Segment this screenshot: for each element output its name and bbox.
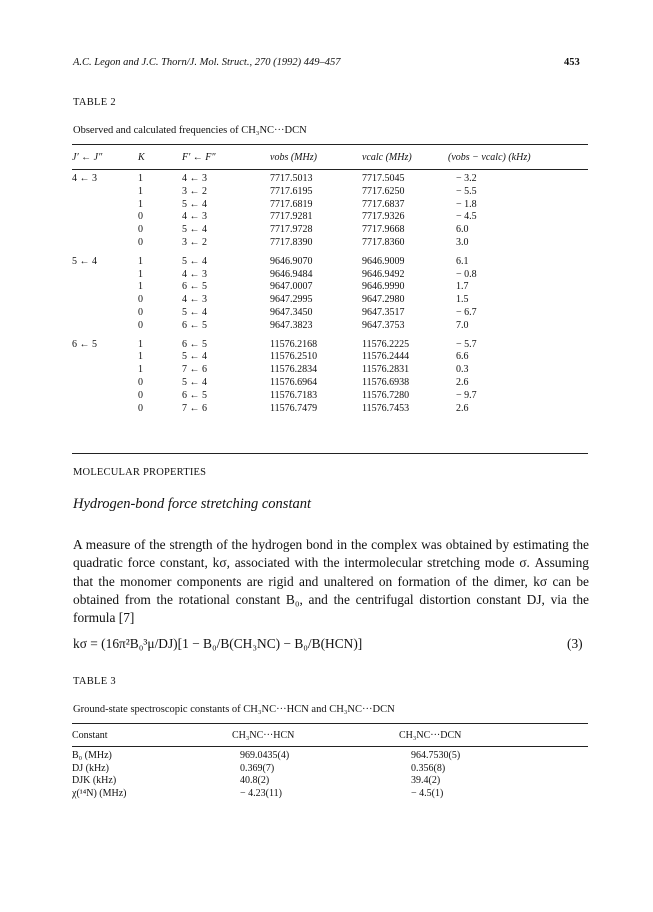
table3-label: TABLE 3 <box>73 676 116 687</box>
table2-cell-f-transition: 6 ← 5 <box>182 338 207 350</box>
table2-cell-deviation: 2.6 <box>456 376 469 388</box>
table2-cell-j-transition <box>72 377 138 390</box>
table2-header-rule <box>72 169 588 170</box>
table2-row <box>72 320 588 333</box>
table2-cell-k-value: 1 <box>138 281 143 293</box>
col-header-constant: Constant <box>72 729 108 741</box>
table2-row <box>72 224 588 237</box>
col-header-nu-calc: νcalc (MHz) <box>362 151 412 163</box>
table2-cell-deviation: − 0.8 <box>456 268 477 280</box>
table3-cell-dcn-value: − 4.5(1) <box>411 787 444 799</box>
table2-cell-deviation: 6.1 <box>456 255 469 267</box>
table2-row <box>72 377 588 390</box>
table2-row <box>72 199 588 212</box>
table3-cell-hcn-value: 40.8(2) <box>240 775 270 786</box>
table2-cell-deviation: 7.0 <box>456 319 469 331</box>
table2-cell-nu-calc: 9646.9990 <box>362 281 405 293</box>
table2-cell-k-value: 1 <box>138 198 143 210</box>
table2-cell-k-value: 0 <box>138 294 143 306</box>
table2-cell-deviation: − 4.5 <box>456 211 477 223</box>
table2-row <box>72 403 588 416</box>
table2-cell-nu-obs: 9647.2995 <box>270 294 313 306</box>
table3-caption: Ground-state spectroscopic constants of CH₃NC···HCN and CH₃NC···DCN <box>73 704 395 715</box>
table2-row <box>72 186 588 199</box>
table3-cell-dcn-value: 39.4(2) <box>411 775 441 786</box>
table2-cell-nu-calc: 11576.2444 <box>362 351 410 363</box>
table2-cell-nu-calc: 7717.8360 <box>362 236 405 248</box>
table2-cell-f-transition: 4 ← 3 <box>182 173 207 184</box>
table2-cell-k-value: 0 <box>138 389 143 401</box>
table2-cell-j-transition <box>72 211 138 224</box>
table2-cell-j-transition <box>72 403 138 416</box>
table2-cell-nu-obs: 9646.9484 <box>270 268 313 280</box>
table2-row <box>72 281 588 294</box>
table2-cell-f-transition: 5 ← 4 <box>182 255 207 267</box>
table2-cell-j-transition <box>72 390 138 403</box>
table2-cell-j-transition <box>72 294 138 307</box>
table2-cell-nu-obs: 7717.6195 <box>270 185 313 197</box>
table2-cell-nu-obs: 11576.2510 <box>270 351 318 363</box>
table2-row <box>72 256 588 269</box>
table2-cell-nu-calc: 11576.6938 <box>362 376 410 388</box>
table2-cell-nu-obs: 7717.8390 <box>270 236 313 248</box>
table2-cell-deviation: − 9.7 <box>456 389 477 401</box>
table3-cell-constant-name: χ(¹⁴N) (MHz) <box>72 787 127 799</box>
table2-cell-deviation: 6.0 <box>456 224 469 236</box>
table2-cell-k-value: 1 <box>138 255 143 267</box>
table2 <box>72 145 588 415</box>
table3-cell-dcn-value: 0.356(8) <box>411 762 446 774</box>
table3-cell-dcn-value: 964.7530(5) <box>411 750 461 761</box>
table2-cell-f-transition: 5 ← 4 <box>182 224 207 236</box>
table2-caption: Observed and calculated frequencies of CH₃NC···DCN <box>73 125 307 136</box>
table2-cell-k-value: 0 <box>138 319 143 331</box>
table3-cell-constant-name: DJK (kHz) <box>72 775 117 786</box>
table3-cell-constant-name: B₀ (MHz) <box>72 750 112 761</box>
table2-cell-j-transition <box>72 364 138 377</box>
table2-cell-f-transition: 4 ← 3 <box>182 268 207 280</box>
table2-cell-j-transition <box>72 351 138 364</box>
table2-cell-nu-calc: 7717.6250 <box>362 185 405 197</box>
table2-cell-nu-calc: 11576.2225 <box>362 338 410 350</box>
table2-cell-f-transition: 5 ← 4 <box>182 306 207 318</box>
table2-row <box>72 173 588 186</box>
table2-cell-nu-calc: 11576.7453 <box>362 402 410 414</box>
table2-cell-nu-calc: 9647.3753 <box>362 319 405 331</box>
table2-cell-nu-calc: 7717.6837 <box>362 198 405 210</box>
table2-cell-nu-obs: 11576.2168 <box>270 338 318 350</box>
table2-cell-j-transition <box>72 237 138 250</box>
table2-cell-deviation: − 3.2 <box>456 173 477 184</box>
table2-cell-k-value: 1 <box>138 173 143 184</box>
table2-cell-nu-calc: 9646.9492 <box>362 268 405 280</box>
table3-cell-hcn-value: 0.369(7) <box>240 762 275 774</box>
table2-cell-j-transition: 6 ← 5 <box>72 338 97 350</box>
table2-cell-f-transition: 6 ← 5 <box>182 281 207 293</box>
table2-cell-nu-obs: 9646.9070 <box>270 255 313 267</box>
table2-cell-k-value: 0 <box>138 376 143 388</box>
table2-cell-f-transition: 5 ← 4 <box>182 376 207 388</box>
table2-cell-deviation: − 6.7 <box>456 306 477 318</box>
table3-cell-constant-name: DJ (kHz) <box>72 762 109 774</box>
table2-row <box>72 237 588 250</box>
table2-cell-nu-obs: 11576.2834 <box>270 364 318 376</box>
table2-cell-k-value: 1 <box>138 351 143 363</box>
table2-cell-k-value: 0 <box>138 402 143 414</box>
table2-cell-deviation: 1.5 <box>456 294 469 306</box>
table2-cell-j-transition: 5 ← 4 <box>72 255 97 267</box>
table2-cell-deviation: 2.6 <box>456 402 469 414</box>
table2-cell-j-transition <box>72 320 138 333</box>
table2-cell-k-value: 1 <box>138 268 143 280</box>
table2-cell-nu-calc: 11576.7280 <box>362 389 410 401</box>
table3 <box>72 724 588 800</box>
table2-cell-k-value: 0 <box>138 211 143 223</box>
table2-cell-nu-obs: 7717.9281 <box>270 211 313 223</box>
table2-cell-deviation: − 1.8 <box>456 198 477 210</box>
table3-cell-hcn-value: 969.0435(4) <box>240 750 290 761</box>
table2-cell-nu-obs: 11576.6964 <box>270 376 318 388</box>
table2-cell-nu-obs: 7717.9728 <box>270 224 313 236</box>
table2-cell-k-value: 1 <box>138 364 143 376</box>
table2-cell-f-transition: 6 ← 5 <box>182 389 207 401</box>
table3-row <box>72 763 588 776</box>
table2-cell-f-transition: 5 ← 4 <box>182 351 207 363</box>
table2-label: TABLE 2 <box>73 97 116 108</box>
table2-cell-f-transition: 5 ← 4 <box>182 198 207 210</box>
col-header-deviation: (νobs − νcalc) (kHz) <box>448 151 531 163</box>
body-paragraph: A measure of the strength of the hydrogen bond in the complex was obtained by estimating the quadratic force constant, kσ, associated with the intermolecular stretching mode σ. Assuming that the monomer components are rigid and unaltered on formation of the dimer, kσ can be obtained from the rotational constant B₀, and the centrifugal distortion constant DJ, via the formula [7] <box>73 537 589 626</box>
col-header-j: J′ ← J″ <box>72 151 103 163</box>
page-number: 453 <box>564 57 580 68</box>
running-header: A.C. Legon and J.C. Thorn/J. Mol. Struct., 270 (1992) 449–457 <box>73 57 341 68</box>
table2-cell-k-value: 1 <box>138 185 143 197</box>
table2-cell-nu-obs: 9647.3450 <box>270 306 313 318</box>
table2-cell-nu-obs: 11576.7183 <box>270 389 318 401</box>
table2-row <box>72 351 588 364</box>
table2-cell-j-transition <box>72 281 138 294</box>
table2-row <box>72 364 588 377</box>
table2-cell-j-transition <box>72 307 138 320</box>
table2-row <box>72 390 588 403</box>
table2-cell-deviation: 3.0 <box>456 236 469 248</box>
table3-row <box>72 775 588 788</box>
table2-cell-f-transition: 4 ← 3 <box>182 294 207 306</box>
table2-cell-nu-calc: 9647.2980 <box>362 294 405 306</box>
table2-cell-nu-obs: 7717.6819 <box>270 198 313 210</box>
col-header-f: F′ ← F″ <box>182 151 216 163</box>
table2-cell-k-value: 0 <box>138 306 143 318</box>
table3-cell-hcn-value: − 4.23(11) <box>240 787 282 799</box>
table2-cell-nu-obs: 9647.3823 <box>270 319 313 331</box>
table2-cell-deviation: 0.3 <box>456 364 469 376</box>
table2-cell-nu-calc: 7717.9668 <box>362 224 405 236</box>
table2-cell-nu-obs: 9647.0007 <box>270 281 313 293</box>
table2-cell-nu-calc: 9647.3517 <box>362 306 405 318</box>
section-title: MOLECULAR PROPERTIES <box>73 467 207 478</box>
table2-cell-deviation: − 5.5 <box>456 185 477 197</box>
table2-cell-nu-calc: 7717.5045 <box>362 173 405 184</box>
table2-cell-f-transition: 7 ← 6 <box>182 402 207 414</box>
table2-cell-j-transition <box>72 186 138 199</box>
table2-cell-nu-calc: 7717.9326 <box>362 211 405 223</box>
table2-header-row <box>72 145 588 169</box>
table2-cell-nu-calc: 9646.9009 <box>362 255 405 267</box>
col-header-k: K <box>138 151 145 163</box>
table2-cell-f-transition: 3 ← 2 <box>182 185 207 197</box>
table2-row <box>72 307 588 320</box>
table2-cell-j-transition <box>72 199 138 212</box>
table2-cell-f-transition: 4 ← 3 <box>182 211 207 223</box>
table2-cell-f-transition: 3 ← 2 <box>182 236 207 248</box>
table2-cell-deviation: − 5.7 <box>456 338 477 350</box>
table2-cell-nu-obs: 7717.5013 <box>270 173 313 184</box>
table2-row <box>72 339 588 352</box>
equation: kσ = (16π²B₀³μ/DJ)[1 − B₀/B(CH₃NC) − B₀/B(HCN)] <box>73 636 363 651</box>
col-header-nu-obs: νobs (MHz) <box>270 151 317 163</box>
table3-header-rule <box>72 746 588 747</box>
table2-cell-k-value: 0 <box>138 236 143 248</box>
table3-row <box>72 750 588 763</box>
table2-cell-f-transition: 6 ← 5 <box>182 319 207 331</box>
table2-bottom-rule <box>72 453 588 454</box>
equation-number: (3) <box>567 636 583 651</box>
subsection-title: Hydrogen-bond force stretching constant <box>73 496 311 512</box>
table2-cell-nu-calc: 11576.2831 <box>362 364 410 376</box>
table2-cell-deviation: 6.6 <box>456 351 469 363</box>
table2-row <box>72 269 588 282</box>
table2-cell-nu-obs: 11576.7479 <box>270 402 318 414</box>
col-header-hcn: CH₃NC···HCN <box>232 729 295 741</box>
table2-cell-k-value: 1 <box>138 338 143 350</box>
table2-row <box>72 294 588 307</box>
table2-cell-j-transition: 4 ← 3 <box>72 173 97 184</box>
table2-cell-f-transition: 7 ← 6 <box>182 364 207 376</box>
table2-cell-k-value: 0 <box>138 224 143 236</box>
table2-cell-j-transition <box>72 269 138 282</box>
table2-row <box>72 211 588 224</box>
table3-row <box>72 788 588 801</box>
table3-header-row <box>72 724 588 746</box>
col-header-dcn: CH₃NC···DCN <box>399 729 462 741</box>
table2-cell-j-transition <box>72 224 138 237</box>
table2-cell-deviation: 1.7 <box>456 281 469 293</box>
